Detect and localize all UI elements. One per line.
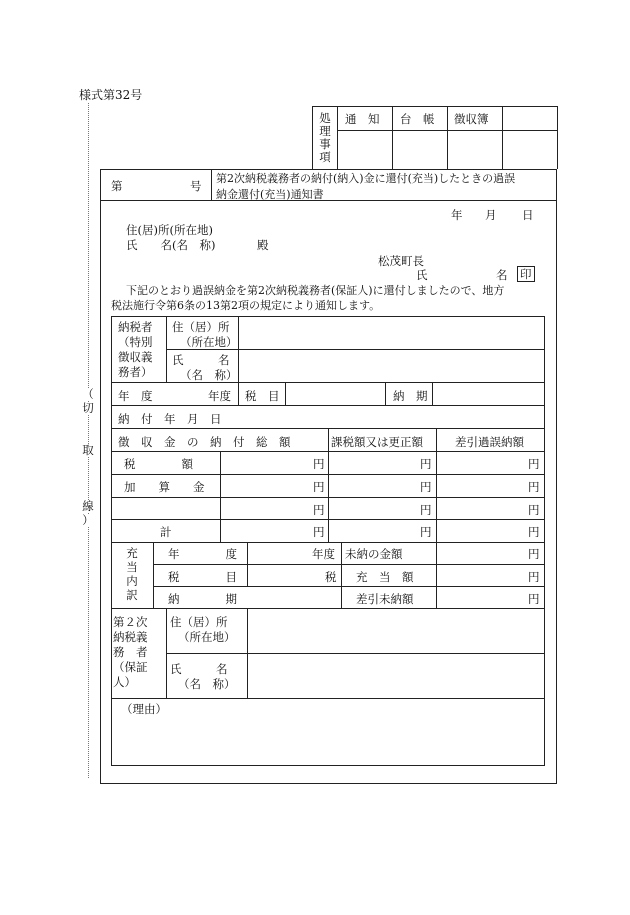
reason-label: （理由） xyxy=(121,702,167,716)
taxpayer-address-sublabel: （所在地） xyxy=(180,335,238,349)
addressee-honorific: 殿 xyxy=(257,238,269,252)
document-title-line2: 納金還付(充当)通知書 xyxy=(216,188,324,201)
tax-year-label: 年 度 xyxy=(118,389,153,403)
taxpayer-address-label: 住（居）所 xyxy=(172,320,230,334)
intro-line2: 税法施行令第6条の13第2項の規定により通知します。 xyxy=(111,299,381,312)
secondary-address-label: 住（居）所 xyxy=(170,615,228,629)
seal-mark: 印 xyxy=(517,266,535,282)
issuer-org: 松茂町長 xyxy=(378,254,424,268)
date-month: 月 xyxy=(485,208,497,222)
processing-col-collection: 徴収簿 xyxy=(454,112,489,126)
taxpayer-name-label: 氏 名 xyxy=(172,353,230,367)
payment-date-label: 納 付 年 月 日 xyxy=(118,412,222,426)
payment-term-label: 納 期 xyxy=(393,389,428,403)
issuer-shi: 氏 xyxy=(416,268,428,282)
processing-col-notice: 通 知 xyxy=(345,112,380,126)
document-title-line1: 第2次納税義務者の納付(納入)金に還付(充当)したときの過誤 xyxy=(216,172,516,185)
intro-line1: 下記のとおり過誤納金を第2次納税義務者(保証人)に還付しましたので、地方 xyxy=(126,284,505,297)
addressee-name-label: 氏 名(名 称) xyxy=(126,238,216,252)
number-suffix: 号 xyxy=(190,179,202,193)
cut-line xyxy=(88,103,89,778)
addressee-address-label: 住(居)所(所在地) xyxy=(126,223,213,237)
date-year: 年 xyxy=(451,208,463,222)
taxpayer-name-sublabel: （名 称） xyxy=(180,368,238,382)
tax-item-label: 税 目 xyxy=(245,389,280,403)
amount-header-overpaid: 差引過誤納額 xyxy=(455,435,524,449)
secondary-address-sublabel: （所在地） xyxy=(178,630,236,644)
amount-header-assessed: 課税額又は更正額 xyxy=(331,435,423,449)
tax-year-unit: 年度 xyxy=(208,389,231,403)
processing-label: 処理事項 xyxy=(319,111,331,164)
secondary-name-sublabel: （名 称） xyxy=(178,677,236,691)
amount-header-total: 徴 収 金 の 納 付 総 額 xyxy=(118,435,291,449)
secondary-name-label: 氏 名 xyxy=(170,662,228,676)
form-number: 様式第32号 xyxy=(79,88,143,102)
date-day: 日 xyxy=(522,208,534,222)
issuer-mei: 名 xyxy=(496,268,508,282)
number-prefix: 第 xyxy=(111,179,123,193)
processing-col-ledger: 台 帳 xyxy=(400,112,435,126)
